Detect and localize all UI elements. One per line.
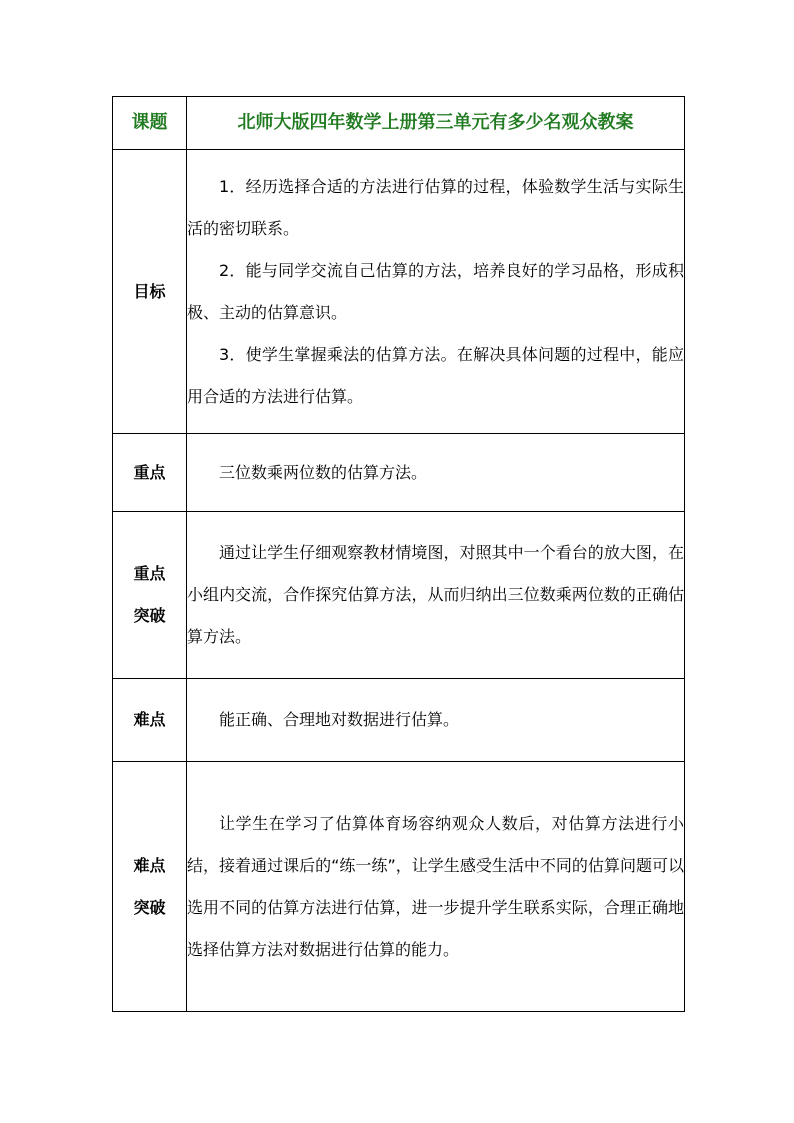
key-breakthrough-row xyxy=(113,512,685,679)
difficulty-breakthrough-content xyxy=(187,762,685,1012)
goal-paragraph-1: 1．经历选择合适的方法进行估算的过程，体验数学生活与实际生活的密切联系。 xyxy=(187,176,684,238)
title-row xyxy=(113,97,685,150)
goal-row xyxy=(113,150,685,434)
key-point-row xyxy=(113,434,685,512)
goal-label: 目标 xyxy=(113,150,187,434)
difficulty-paragraph: 能正确、合理地对数据进行估算。 xyxy=(219,710,460,729)
difficulty-breakthrough-row xyxy=(113,762,685,1012)
difficulty-breakthrough-label xyxy=(113,762,187,1012)
title-label: 课题 xyxy=(113,97,187,150)
key-point-paragraph: 三位数乘两位数的估算方法。 xyxy=(219,462,428,482)
difficulty-row xyxy=(113,679,685,762)
key-breakthrough-content xyxy=(187,512,685,679)
key-breakthrough-label xyxy=(113,512,187,679)
lesson-title: 北师大版四年数学上册第三单元有多少名观众教案 xyxy=(187,97,685,150)
difficulty-content xyxy=(187,679,685,762)
key-breakthrough-label-line-1: 重点 xyxy=(133,564,166,583)
difficulty-breakthrough-paragraph: 让学生在学习了估算体育场容纳观众人数后，对估算方法进行小结，接着通过课后的“练一练”，让学生感受生活中不同的估算问题可以选用不同的估算方法进行估算，进一步提升学生联系实际，合理正确地选择估算方法对数据进行估算的能力。 xyxy=(187,813,684,959)
goal-paragraph-3: 3．使学生掌握乘法的估算方法。在解决具体问题的过程中，能应用合适的方法进行估算。 xyxy=(187,344,684,406)
key-point-label: 重点 xyxy=(113,434,187,512)
difficulty-label: 难点 xyxy=(113,679,187,762)
lesson-plan-table xyxy=(112,96,685,1012)
goal-paragraph-2: 2．能与同学交流自己估算的方法，培养良好的学习品格，形成积极、主动的估算意识。 xyxy=(187,260,684,322)
difficulty-breakthrough-label-line-2: 突破 xyxy=(133,897,166,917)
key-breakthrough-label-line-2: 突破 xyxy=(133,606,166,625)
key-breakthrough-paragraph: 通过让学生仔细观察教材情境图，对照其中一个看台的放大图，在小组内交流，合作探究估算方法，从而归纳出三位数乘两位数的正确估算方法。 xyxy=(187,543,684,646)
difficulty-breakthrough-label-line-1: 难点 xyxy=(133,855,166,875)
goal-content xyxy=(187,150,685,434)
key-point-content xyxy=(187,434,685,512)
